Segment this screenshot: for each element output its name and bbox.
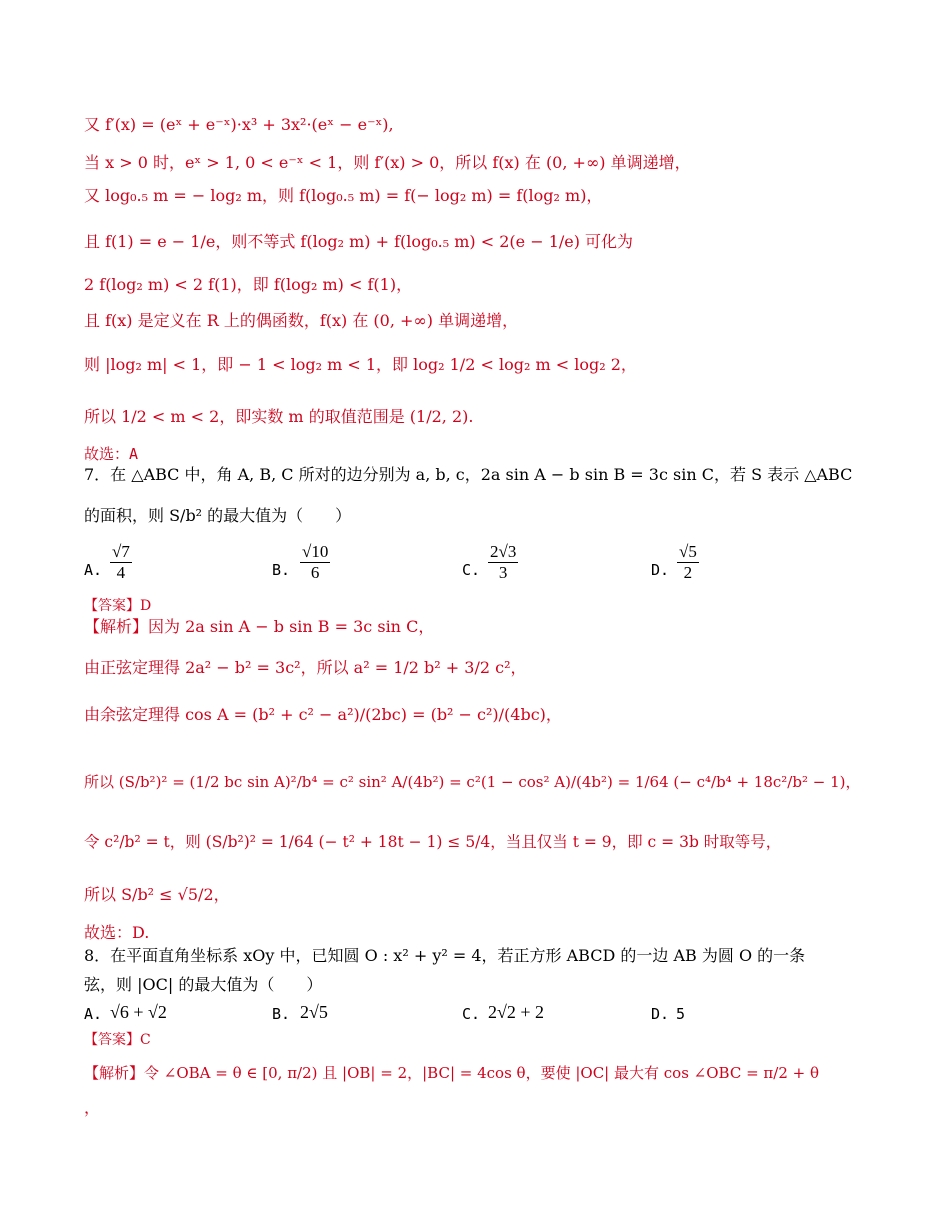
q8-option-a-label: A. xyxy=(84,1005,103,1023)
q8-option-d-value: 5 xyxy=(676,1005,686,1023)
q7-option-d-label: D. xyxy=(651,561,670,579)
line-1: 又 f′(x) = (eˣ + e⁻ˣ)·x³ + 3x²·(eˣ − e⁻ˣ), xyxy=(84,115,394,134)
q7-option-c-value xyxy=(488,542,518,583)
q8-option-d-label: D. xyxy=(651,1005,670,1023)
q7-option-a-num: √7 xyxy=(112,542,130,561)
q7-option-a-value xyxy=(110,542,132,583)
q7-option-d-num: √5 xyxy=(679,542,697,561)
q7-option-c-label: C. xyxy=(462,561,481,579)
q8-option-b-label: B. xyxy=(272,1005,291,1023)
q8-option-c-value: 2√2 + 2 xyxy=(488,1002,545,1022)
line-3: 又 log₀.₅ m = − log₂ m，则 f(log₀.₅ m) = f(− log₂ m) = f(log₂ m)， xyxy=(84,186,603,205)
question-8-continued: 弦，则 |OC| 的最大值为（ ） xyxy=(84,975,323,994)
solution-7-line-7: 故选：D. xyxy=(84,923,150,942)
q7-option-a-den: 4 xyxy=(116,563,126,582)
q7-option-d-value xyxy=(677,542,699,583)
solution-7-line-3: 由余弦定理得 cos A = (b² + c² − a²)/(2bc) = (b² − c²)/(4bc)， xyxy=(84,705,562,724)
q7-option-d-den: 2 xyxy=(683,563,693,582)
q7-option-b-value xyxy=(300,542,330,583)
line-5: 2 f(log₂ m) < 2 f(1)，即 f(log₂ m) < f(1)， xyxy=(84,275,413,294)
answer-8: 【答案】C xyxy=(84,1032,151,1048)
question-7-continued: 的面积，则 S/b² 的最大值为（ ） xyxy=(84,506,352,525)
line-9: 故选：A xyxy=(84,445,139,463)
q8-option-c-label: C. xyxy=(462,1005,481,1023)
line-6: 且 f(x) 是定义在 R 上的偶函数，f(x) 在 (0, +∞) 单调递增， xyxy=(84,311,519,330)
solution-7-line-5: 令 c²/b² = t，则 (S/b²)² = 1/64 (− t² + 18t − 1) ≤ 5/4，当且仅当 t = 9，即 c = 3b 时取等号， xyxy=(84,833,782,851)
q8-option-b-value: 2√5 xyxy=(300,1002,328,1022)
solution-7-line-1: 【解析】因为 2a sin A − b sin B = 3c sin C， xyxy=(84,617,435,636)
line-4: 且 f(1) = e − 1/e，则不等式 f(log₂ m) + f(log₀.₅ m) < 2(e − 1/e) 可化为 xyxy=(84,232,634,251)
q7-option-b-label: B. xyxy=(272,561,291,579)
answer-7: 【答案】D xyxy=(84,598,152,614)
solution-8-line-2: ， xyxy=(84,1098,101,1117)
q7-option-a-label: A. xyxy=(84,561,103,579)
line-2: 当 x > 0 时，eˣ > 1, 0 < e⁻ˣ < 1，则 f′(x) > 0，所以 f(x) 在 (0, +∞) 单调递增， xyxy=(84,153,691,172)
q7-option-c-den: 3 xyxy=(498,563,508,582)
q8-option-a-value: √6 + √2 xyxy=(110,1002,167,1022)
q7-option-c-num: 2√3 xyxy=(490,542,517,561)
line-8: 所以 1/2 < m < 2，即实数 m 的取值范围是 (1/2, 2). xyxy=(84,407,474,426)
solution-7-line-4: 所以 (S/b²)² = (1/2 bc sin A)²/b⁴ = c² sin² A/(4b²) = c²(1 − cos² A)/(4b²) = 1/64 (− c⁴/b⁴ + 18c²/b² − 1)， xyxy=(84,773,861,791)
solution-8-line-1: 【解析】令 ∠OBA = θ ∈ [0, π/2) 且 |OB| = 2，|BC| = 4cos θ，要使 |OC| 最大有 cos ∠OBC = π/2 + θ xyxy=(84,1064,820,1082)
q7-option-b-den: 6 xyxy=(310,563,320,582)
line-7: 则 |log₂ m| < 1，即 − 1 < log₂ m < 1，即 log₂ 1/2 < log₂ m < log₂ 2， xyxy=(84,355,637,374)
q7-option-b-num: √10 xyxy=(302,542,329,561)
solution-7-line-6: 所以 S/b² ≤ √5/2， xyxy=(84,885,230,904)
question-7: 7．在 △ABC 中，角 A, B, C 所对的边分别为 a, b, c，2a sin A − b sin B = 3c sin C，若 S 表示 △ABC xyxy=(84,465,853,484)
solution-7-line-2: 由正弦定理得 2a² − b² = 3c²，所以 a² = 1/2 b² + 3/2 c²， xyxy=(84,658,527,677)
question-8: 8．在平面直角坐标系 xOy 中，已知圆 O : x² + y² = 4，若正方形 ABCD 的一边 AB 为圆 O 的一条 xyxy=(84,946,806,965)
